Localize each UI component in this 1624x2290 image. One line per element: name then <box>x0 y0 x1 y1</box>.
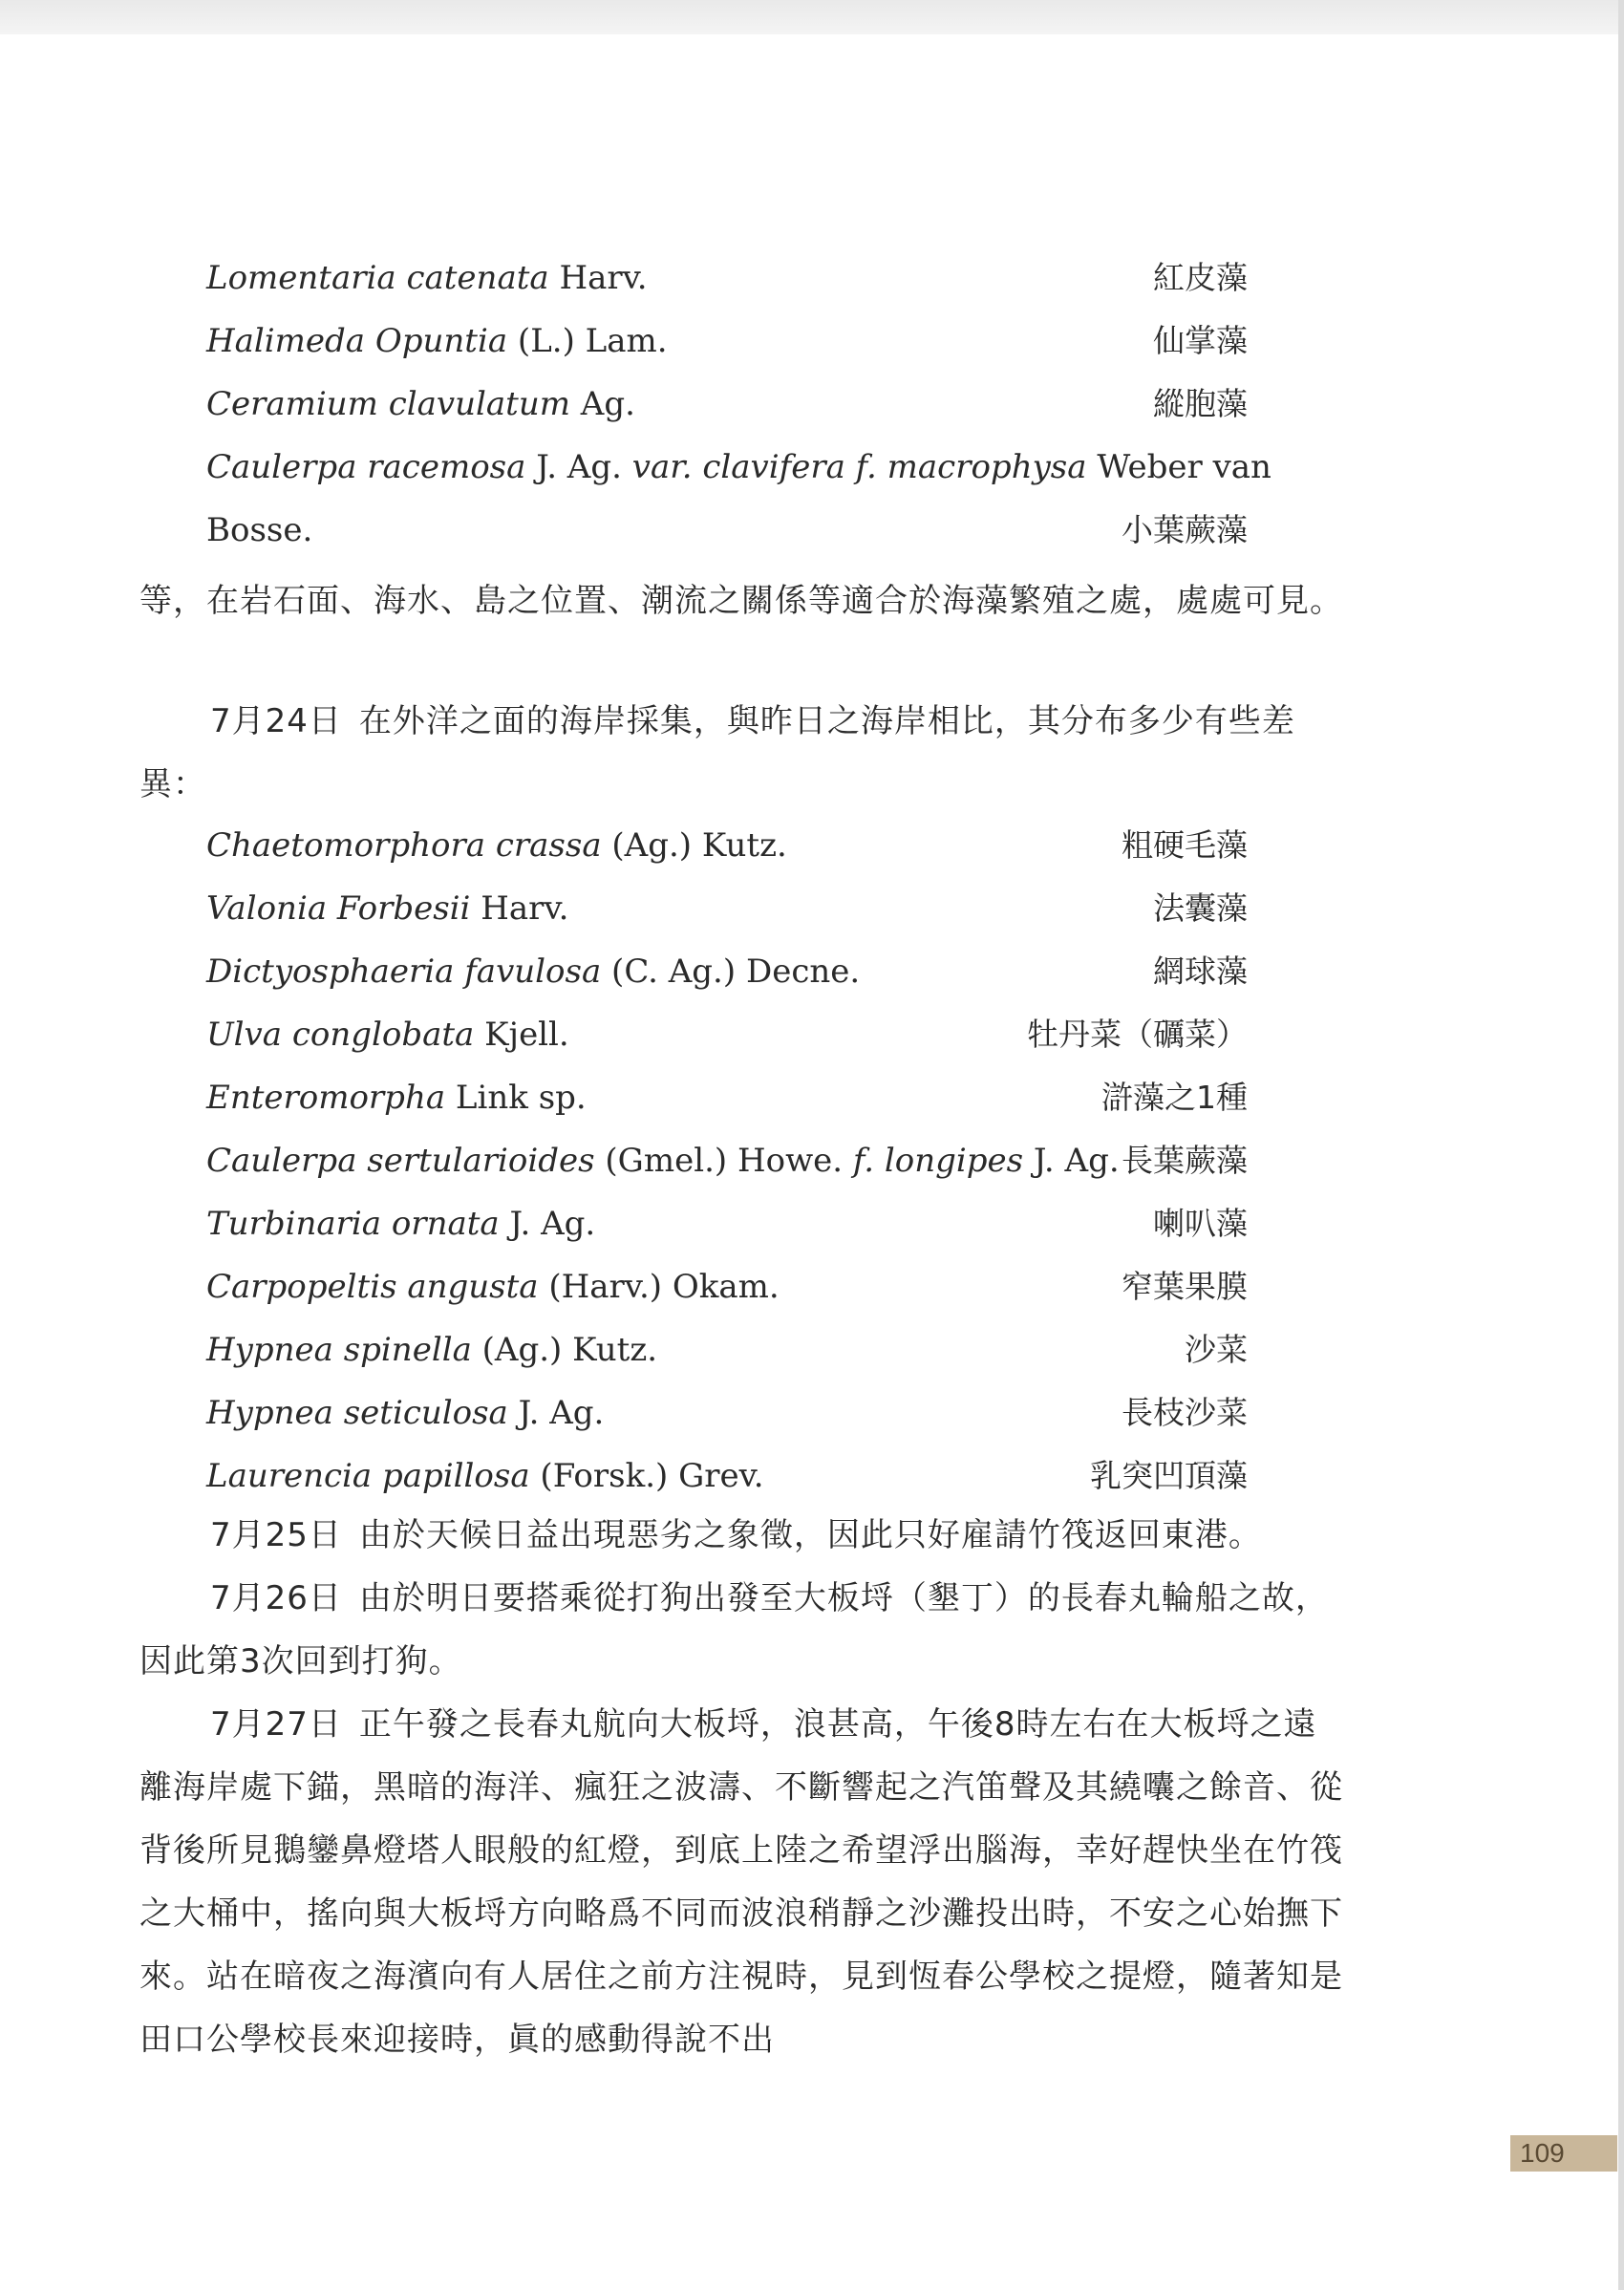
page-number: 109 <box>1510 2135 1617 2172</box>
name-italic-part: Laurencia papillosa <box>206 1457 530 1495</box>
name-plain-part: Kjell. <box>474 1016 569 1054</box>
chinese-name: 窄葉果膜 <box>1122 1268 1248 1305</box>
name-plain-part: Link sp. <box>445 1079 587 1117</box>
scientific-name <box>206 1066 587 1129</box>
name-plain-part: (Ag.) Kutz. <box>601 826 787 865</box>
chinese-name: 粗硬毛藻 <box>1122 826 1248 864</box>
date-jul26: 7月26日 <box>210 1579 342 1617</box>
paragraph-jul27-text: 正午發之長春丸航向大板埒，浪甚高，午後8時左右在大板埒之遠離海岸處下錨，黑暗的海洋、瘋狂之波濤、不斷響起之汽笛聲及其繞囔之餘音、從背後所見鵝鑾鼻燈塔人眼般的紅燈，到底上陸之希望浮出腦海，幸好趕快坐在竹筏之大桶中，搖向與大板埒方向略爲不同而波浪稍靜之沙灘投出時，不安之心始撫下來。站在暗夜之海濱向有人居住之前方注視時，見到恆春公學校之提燈，隨著知是田口公學校長來迎接時，眞的感動得說不出 <box>139 1705 1343 2059</box>
paragraph-jul25-text: 由於天候日益出現惡劣之象徵，因此只好雇請竹筏返回東港。 <box>358 1516 1262 1554</box>
species-row <box>206 1066 1248 1129</box>
name-italic-part: Carpopeltis angusta <box>206 1268 539 1306</box>
species-row <box>206 1192 1248 1255</box>
chinese-name: 滸藻之1種 <box>1101 1079 1248 1116</box>
date-jul24: 7月24日 <box>210 702 342 740</box>
chinese-name: 長葉蕨藻 <box>1122 1142 1248 1179</box>
scientific-name <box>206 1192 595 1255</box>
name-italic-part: Ulva conglobata <box>206 1016 475 1054</box>
scientific-name <box>206 246 648 310</box>
name-plain-part: Harv. <box>548 259 648 297</box>
name-italic-part: Hypnea spinella <box>206 1331 472 1369</box>
scientific-name <box>206 877 568 940</box>
name-plain-part: J. Ag. <box>525 448 632 486</box>
scientific-name <box>206 436 1271 499</box>
name-italic-part: Hypnea seticulosa <box>206 1394 508 1432</box>
species-row <box>206 1445 1248 1508</box>
paragraph-jul24 <box>139 690 1347 816</box>
name-plain-part: J. Ag. <box>1023 1142 1120 1180</box>
species-row <box>206 310 1248 373</box>
name-plain-part: Bosse. <box>206 511 313 549</box>
scientific-name <box>206 499 312 562</box>
date-jul27: 7月27日 <box>210 1705 342 1744</box>
name-italic-part: Ceramium clavulatum <box>206 385 570 423</box>
paragraph-jul24-text: 在外洋之面的海岸採集，與昨日之海岸相比，其分布多少有些差異： <box>139 702 1295 803</box>
chinese-name: 乳突凹頂藻 <box>1090 1457 1248 1494</box>
name-italic-part: Chaetomorphora crassa <box>206 826 602 865</box>
scientific-name <box>206 1255 780 1318</box>
name-plain-part: (Ag.) Kutz. <box>471 1331 658 1369</box>
chinese-name: 小葉蕨藻 <box>1122 511 1248 548</box>
name-italic-part: Valonia Forbesii <box>206 889 471 928</box>
species-row <box>206 877 1248 940</box>
name-plain-part: (Forsk.) Grev. <box>529 1457 764 1495</box>
name-plain-part: Weber van <box>1086 448 1271 486</box>
scientific-name <box>206 373 635 436</box>
scientific-name <box>206 940 860 1003</box>
species-row <box>206 814 1248 877</box>
chinese-name: 縱胞藻 <box>1153 385 1248 422</box>
name-plain-part: Ag. <box>569 385 635 423</box>
name-plain-part: Harv. <box>470 889 569 928</box>
name-plain-part: (C. Ag.) Decne. <box>601 952 861 991</box>
species-row <box>206 1129 1248 1192</box>
species-row <box>206 1003 1248 1066</box>
name-italic-part: Caulerpa sertularioides <box>206 1142 595 1180</box>
scientific-name <box>206 1003 569 1066</box>
paragraph-1 <box>139 569 1347 632</box>
paragraph-jul25 <box>139 1504 1347 1567</box>
chinese-name: 法囊藻 <box>1153 889 1248 927</box>
name-plain-part: J. Ag. <box>499 1205 596 1243</box>
species-row <box>206 940 1248 1003</box>
name-italic-part: Halimeda Opuntia <box>206 322 508 360</box>
chinese-name: 長枝沙菜 <box>1122 1394 1248 1431</box>
chinese-name: 網球藻 <box>1153 952 1248 990</box>
species-row <box>206 1318 1248 1381</box>
paragraph-1-text: 等，在岩石面、海水、島之位置、潮流之關係等適合於海藻繁殖之處，處處可見。 <box>139 582 1343 620</box>
name-italic-part: var. clavifera f. macrophysa <box>631 448 1087 486</box>
scientific-name <box>206 1318 657 1381</box>
name-italic-part: Enteromorpha <box>206 1079 446 1117</box>
paragraph-jul27 <box>139 1693 1347 2071</box>
scientific-name <box>206 1381 604 1445</box>
name-italic-part: Lomentaria catenata <box>206 259 549 297</box>
date-jul25: 7月25日 <box>210 1516 342 1554</box>
chinese-name: 紅皮藻 <box>1153 259 1248 296</box>
species-row <box>206 1381 1248 1445</box>
name-plain-part: (L.) Lam. <box>507 322 668 360</box>
name-italic-part: Turbinaria ornata <box>206 1205 500 1243</box>
scientific-name <box>206 1129 1120 1192</box>
species-row <box>206 499 1248 562</box>
scientific-name <box>206 1445 764 1508</box>
species-row <box>206 373 1248 436</box>
name-plain-part: (Harv.) Okam. <box>538 1268 780 1306</box>
paragraph-jul26 <box>139 1567 1347 1693</box>
chinese-name: 喇叭藻 <box>1153 1205 1248 1242</box>
scientific-name <box>206 814 787 877</box>
species-row <box>206 1255 1248 1318</box>
species-row <box>206 246 1248 310</box>
scientific-name <box>206 310 668 373</box>
name-plain-part: J. Ag. <box>507 1394 605 1432</box>
name-italic-part: Dictyosphaeria favulosa <box>206 952 602 991</box>
name-plain-part: (Gmel.) Howe. <box>594 1142 853 1180</box>
paragraph-jul26-text: 由於明日要搭乘從打狗出發至大板埒（墾丁）的長春丸輪船之故，因此第3次回到打狗。 <box>139 1579 1329 1680</box>
chinese-name: 牡丹菜（礪菜） <box>1027 1016 1248 1053</box>
name-italic-part: f. longipes <box>852 1142 1024 1180</box>
chinese-name: 沙菜 <box>1185 1331 1248 1368</box>
chinese-name: 仙掌藻 <box>1153 322 1248 359</box>
species-row <box>206 436 1271 499</box>
name-italic-part: Caulerpa racemosa <box>206 448 526 486</box>
